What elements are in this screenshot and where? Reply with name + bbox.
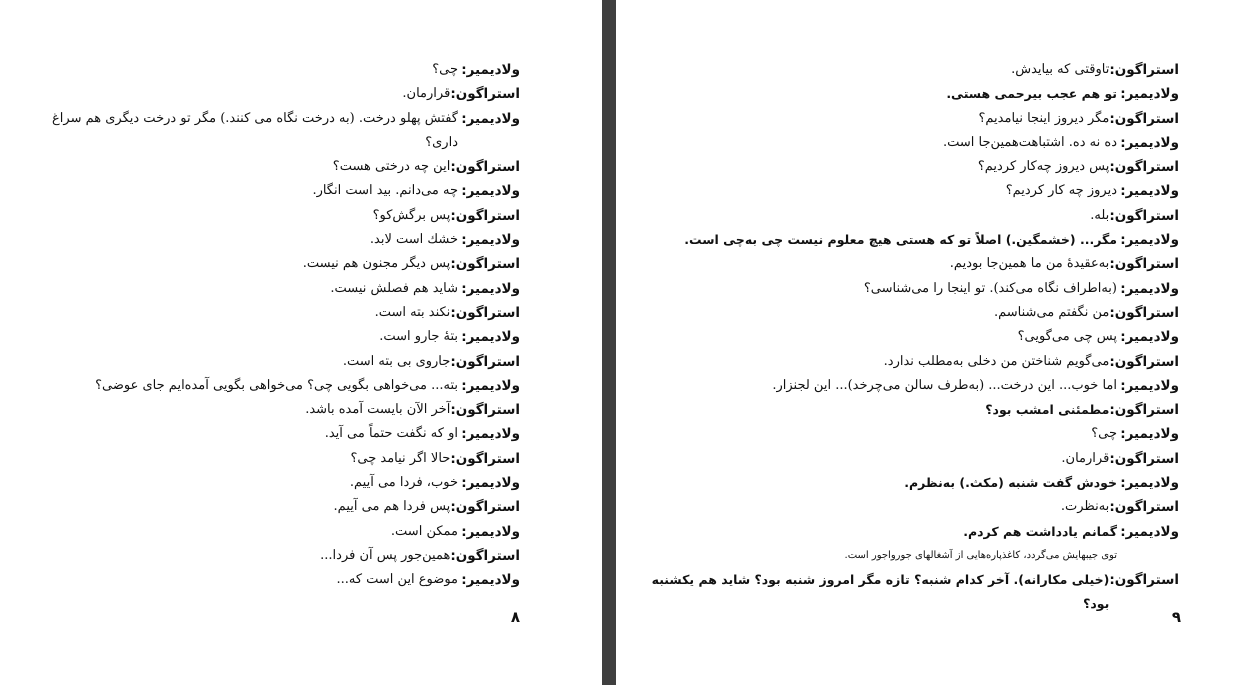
dialogue-line <box>20 179 520 203</box>
speaker-label: استراگون: <box>1109 256 1179 273</box>
speaker-label: استراگون: <box>450 207 520 224</box>
speech-text: جاروی بی بته است. <box>342 353 451 369</box>
dialogue-line <box>20 398 520 422</box>
speech-text: چه می‌دانم. بید است انگار. <box>312 183 458 199</box>
dialogue-line <box>20 228 520 252</box>
speech-text: قرارمان. <box>1061 450 1110 466</box>
page-number: ۸ <box>510 608 520 626</box>
speaker-label: استراگون: <box>450 402 520 419</box>
dialogue-line <box>639 277 1179 301</box>
speech-text: گفتش پهلو درخت. (به درخت نگاه می کنند.) مگر تو درخت دیگری هم سراغ داری؟ <box>52 110 458 150</box>
speaker-label: ولادیمیر: <box>1120 426 1179 443</box>
speaker-label: ولادیمیر: <box>461 183 520 200</box>
speech-text: خوب، فردا می آییم. <box>349 475 458 491</box>
dialogue-line <box>639 471 1179 495</box>
speech-text: می‌گویم شناختن من دخلی به‌مطلب ندارد. <box>883 353 1110 369</box>
speech-text: حالا اگر نیامد چی؟ <box>350 450 451 466</box>
speech-text: تو هم عجب بیرحمی هستی. <box>946 86 1117 102</box>
speaker-label: ولادیمیر: <box>1120 475 1179 492</box>
speaker-label: استراگون: <box>1109 304 1179 321</box>
dialogue-line <box>20 544 520 568</box>
speaker-label: استراگون: <box>1109 207 1179 224</box>
speaker-label: ولادیمیر: <box>1120 280 1179 297</box>
dialogue-line <box>20 82 520 106</box>
speech-text: آخر الآن بایست آمده باشد. <box>305 402 451 418</box>
speech-text: نکند بته است. <box>374 304 451 320</box>
speech-text: موضوع این است که... <box>336 572 458 588</box>
speech-text: چی؟ <box>1091 426 1117 442</box>
speaker-label: استراگون: <box>450 86 520 103</box>
dialogue-line <box>639 374 1179 398</box>
dialogue-line <box>20 325 520 349</box>
book-gutter <box>602 0 616 685</box>
dialogue-right <box>639 58 1179 612</box>
dialogue-line <box>639 155 1179 179</box>
stage-direction: توی جیبهایش می‌گردد، کاغذپاره‌هایی از آشغالهای جورواجور است. <box>844 549 1117 561</box>
speech-text: مگر... (خشمگین.) اصلاً تو که هستی هیچ معلوم نیست چی به‌چی است. <box>684 232 1117 248</box>
dialogue-line <box>20 495 520 519</box>
dialogue-line <box>639 228 1179 252</box>
speech-text: خودش گفت شنبه (مکث.) به‌نظرم. <box>904 475 1117 491</box>
dialogue-line <box>639 58 1179 82</box>
speech-text: به‌عقیدهٔ من ما همین‌جا بودیم. <box>949 256 1110 272</box>
speaker-label: ولادیمیر: <box>461 280 520 297</box>
speaker-label: ولادیمیر: <box>1120 329 1179 346</box>
speaker-label: استراگون: <box>1109 572 1179 589</box>
speaker-label: ولادیمیر: <box>1120 232 1179 249</box>
speech-text: قرارمان. <box>402 86 451 102</box>
speaker-label: ولادیمیر: <box>461 232 520 249</box>
dialogue-line <box>20 422 520 446</box>
speech-text: این چه درختی هست؟ <box>332 159 451 175</box>
speech-text: (به‌اطراف نگاه می‌کند). تو اینجا را می‌شناسی؟ <box>863 280 1117 296</box>
speech-text: همین‌جور پس آن فردا... <box>320 547 451 563</box>
dialogue-line <box>639 495 1179 519</box>
dialogue-line <box>639 301 1179 325</box>
dialogue-line <box>639 520 1179 544</box>
speech-text: ده نه ده. اشتباهت‌همین‌جا است. <box>943 134 1117 150</box>
speaker-label: ولادیمیر: <box>461 329 520 346</box>
speaker-label: استراگون: <box>450 353 520 370</box>
dialogue-line <box>639 447 1179 471</box>
speaker-label: استراگون: <box>1109 450 1179 467</box>
speech-text: (خیلی مکارانه). آخر کدام شنبه؟ تازه مگر امروز شنبه بود؟ شاید هم یکشنبه بود؟ <box>651 572 1110 612</box>
speaker-label: ولادیمیر: <box>461 426 520 443</box>
speech-text: من نگفتم می‌شناسم. <box>993 304 1110 320</box>
speech-text: خشك است لابد. <box>369 232 458 248</box>
speech-text: پس دیروز چه‌کار کردیم؟ <box>977 159 1110 175</box>
speaker-label: استراگون: <box>1109 62 1179 78</box>
dialogue-line <box>639 82 1179 106</box>
speech-text: مگر دیروز اینجا نیامدیم؟ <box>978 110 1110 126</box>
speaker-label: ولادیمیر: <box>1120 183 1179 200</box>
speaker-label: استراگون: <box>1109 353 1179 370</box>
speaker-label: ولادیمیر: <box>461 475 520 492</box>
speech-text: او که نگفت حتماً می آید. <box>324 426 458 442</box>
speaker-label: استراگون: <box>450 256 520 273</box>
dialogue-line <box>639 179 1179 203</box>
speaker-label: ولادیمیر: <box>461 572 520 589</box>
speech-text: بتهٔ جارو است. <box>379 329 458 345</box>
speaker-label: استراگون: <box>450 304 520 321</box>
speech-text: به‌نظرت. <box>1060 499 1110 515</box>
speaker-label: استراگون: <box>1109 110 1179 127</box>
dialogue-line <box>639 204 1179 228</box>
speech-text: پس چی می‌گویی؟ <box>1017 329 1117 345</box>
speech-text: ممکن است. <box>390 523 458 539</box>
speaker-label: ولادیمیر: <box>1120 377 1179 394</box>
dialogue-line <box>20 520 520 544</box>
dialogue-line <box>20 568 520 592</box>
speaker-label: ولادیمیر: <box>1120 134 1179 151</box>
dialogue-line <box>639 252 1179 276</box>
speaker-label: استراگون: <box>1109 159 1179 176</box>
speech-text: پس دیگر مجنون هم نیست. <box>302 256 451 272</box>
dialogue-line <box>20 155 520 179</box>
right-page <box>616 0 1241 685</box>
dialogue-line <box>20 301 520 325</box>
speaker-label: استراگون: <box>1109 499 1179 516</box>
speech-text: تاوقتی که بیایدش. <box>1011 62 1110 77</box>
speech-text: گمانم یادداشت هم کردم. <box>963 523 1117 539</box>
dialogue-line <box>20 204 520 228</box>
dialogue-line <box>639 107 1179 131</box>
speech-text: پس برگش‌کو؟ <box>372 207 451 223</box>
speech-text: دیروز چه کار کردیم؟ <box>1005 183 1117 199</box>
dialogue-line <box>20 447 520 471</box>
speaker-label: استراگون: <box>450 499 520 516</box>
dialogue-line <box>20 252 520 276</box>
speech-text: بله. <box>1090 207 1110 223</box>
speech-text: مطمئنی امشب بود؟ <box>985 402 1110 418</box>
speech-text: پس فردا هم می آییم. <box>333 499 451 515</box>
dialogue-line <box>20 58 520 82</box>
speech-text: چی؟ <box>432 62 458 77</box>
speaker-label: استراگون: <box>1109 402 1179 419</box>
dialogue-line <box>20 350 520 374</box>
dialogue-line <box>20 277 520 301</box>
dialogue-line <box>639 325 1179 349</box>
dialogue-line <box>639 131 1179 155</box>
dialogue-line <box>639 350 1179 374</box>
dialogue-line <box>20 107 520 156</box>
speaker-label: ولادیمیر: <box>461 110 520 127</box>
dialogue-line <box>20 374 520 398</box>
dialogue-left <box>20 58 520 593</box>
page-number: ۹ <box>1171 608 1181 626</box>
speaker-label: ولادیمیر: <box>1120 523 1179 540</box>
left-page <box>0 0 602 685</box>
speech-text: شاید هم فصلش نیست. <box>330 280 458 296</box>
speaker-label: ولادیمیر: <box>1120 86 1179 103</box>
dialogue-line <box>639 422 1179 446</box>
speaker-label: استراگون: <box>450 547 520 564</box>
speaker-label: ولادیمیر: <box>461 523 520 540</box>
speaker-label: استراگون: <box>450 450 520 467</box>
speech-text: اما خوب... این درخت... (به‌طرف سالن می‌چرخد)... این لجنزار. <box>772 377 1117 393</box>
speaker-label: استراگون: <box>450 159 520 176</box>
speaker-label: ولادیمیر: <box>461 62 520 78</box>
speech-text: بته... می‌خواهی بگویی چی؟ می‌خواهی بگویی آمده‌ایم جای عوضی؟ <box>95 377 458 393</box>
speaker-label: ولادیمیر: <box>461 377 520 394</box>
dialogue-line <box>639 568 1179 612</box>
dialogue-line <box>20 471 520 495</box>
dialogue-line <box>639 398 1179 422</box>
